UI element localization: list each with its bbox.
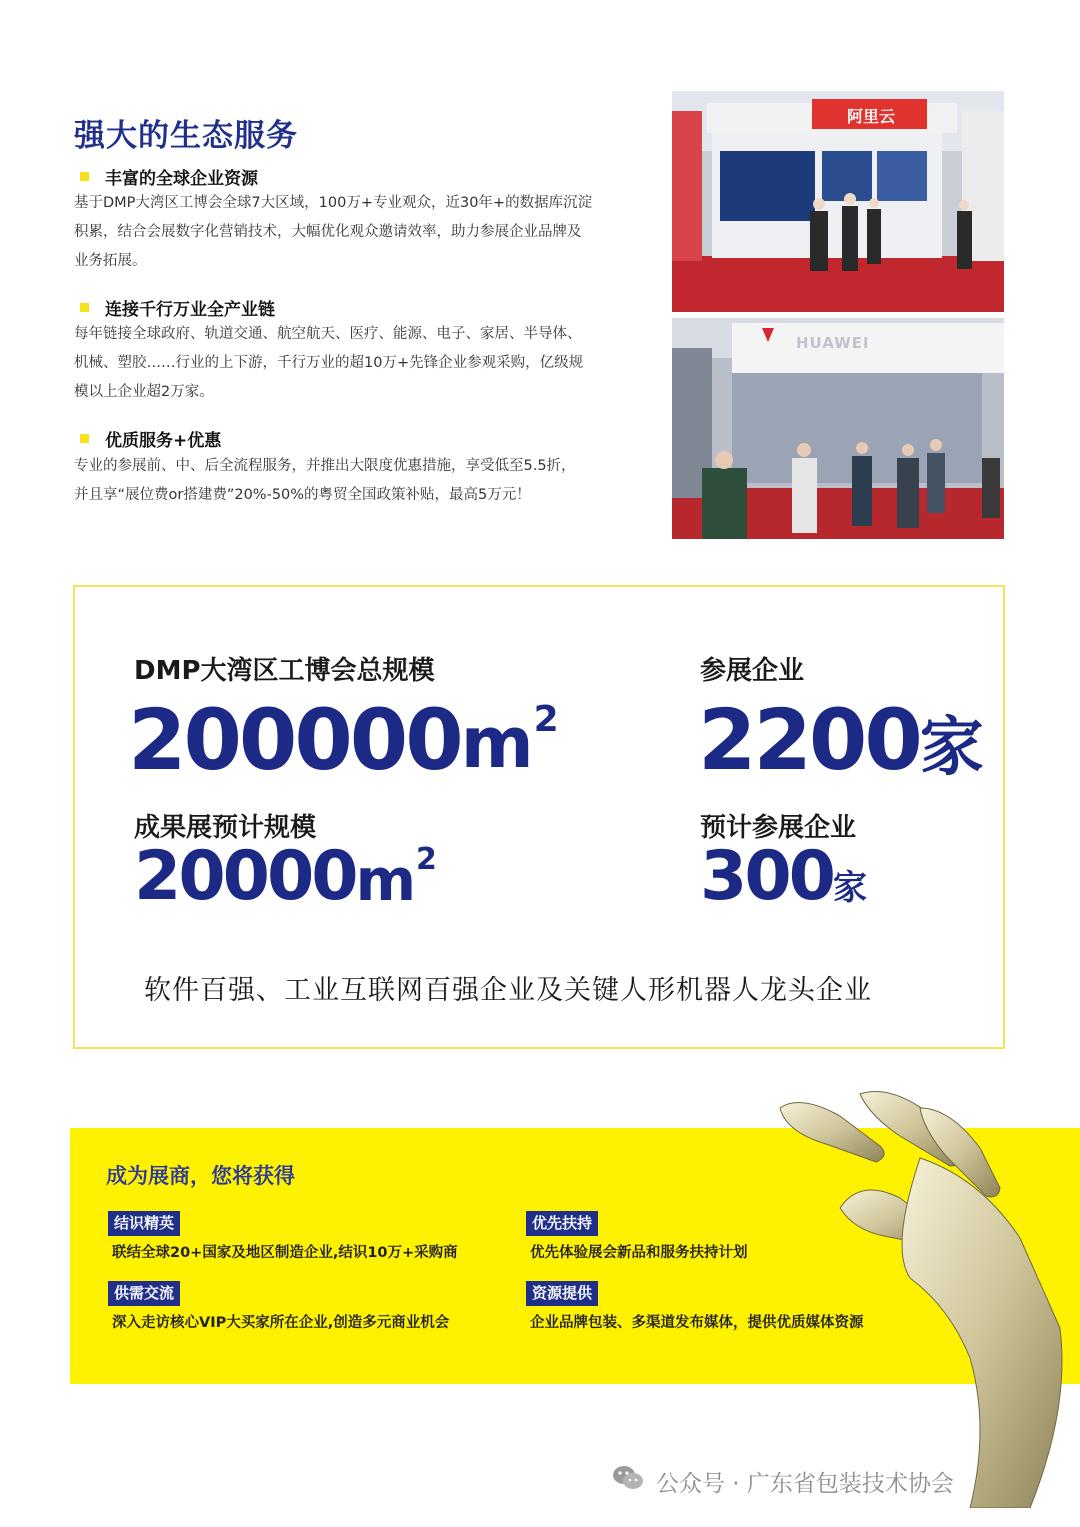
feature-heading-service [80,426,221,451]
results-scale-unit: m [355,846,417,914]
feature-line: 每年链接全球政府、轨道交通、航空航天、医疗、能源、电子、家居、半导体、 [74,326,582,342]
bullet-icon [80,303,89,312]
results-scale-number: 20000 [134,837,356,916]
benefit-tag: 资源提供 [526,1281,598,1306]
feature-line: 业务拓展。 [74,253,147,269]
results-scale-value [134,835,437,925]
feature-heading-text: 丰富的全球企业资源 [105,169,258,189]
total-scale-sup: 2 [533,699,559,740]
total-scale-value [128,690,559,796]
benefit-item-elite [108,1211,458,1262]
benefits-title: 成为展商，您将获得 [106,1164,295,1188]
feature-heading-chain [80,295,275,320]
benefit-desc: 联结全球20+国家及地区制造企业,结识10万+采购商 [112,1245,458,1261]
benefit-item-support [526,1211,748,1262]
total-scale-label: DMP大湾区工博会总规模 [134,656,435,686]
stats-footer-text: 软件百强、工业互联网百强企业及关键人形机器人龙头企业 [144,975,872,1006]
results-scale-sup: 2 [416,842,437,877]
bullet-icon [80,172,89,181]
benefit-desc: 优先体验展会新品和服务扶持计划 [530,1245,748,1261]
feature-line: 模以上企业超2万家。 [74,384,214,400]
expected-exhibitors-label: 预计参展企业 [700,813,857,843]
expected-exhibitors-unit: 家 [832,868,867,908]
booth-photo-aliyun [672,91,1004,312]
benefit-desc: 企业品牌包装、多渠道发布媒体，提供优质媒体资源 [530,1315,864,1331]
exhibitors-number: 2200 [698,691,920,789]
total-scale-unit: m [460,702,534,784]
feature-body-resources [74,189,644,276]
feature-heading-text: 优质服务+优惠 [105,431,222,451]
feature-line: 专业的参展前、中、后全流程服务，并推出大限度优惠措施，享受低至5.5折， [74,458,576,474]
huawei-logo: HUAWEI [796,334,870,352]
booth-photo-huawei [672,318,1004,539]
exhibitors-value [698,690,984,790]
section-title: 强大的生态服务 [74,118,298,154]
exhibitors-unit: 家 [919,711,984,785]
exhibitors-label: 参展企业 [700,656,805,686]
bullet-icon [80,434,89,443]
benefit-item-exchange [108,1281,449,1332]
expected-exhibitors-value [700,835,867,919]
benefit-tag: 供需交流 [108,1281,180,1306]
results-scale-label: 成果展预计规模 [134,813,317,843]
feature-body-service [74,452,644,510]
wechat-watermark [612,1464,954,1498]
feature-line: 机械、塑胶……行业的上下游，千行万业的超10万+先锋企业参观采购，亿级规 [74,355,584,371]
benefit-desc: 深入走访核心VIP大买家所在企业,创造多元商业机会 [112,1315,450,1331]
watermark-text: 公众号 · 广东省包装技术协会 [656,1470,954,1497]
feature-heading-resources [80,164,258,189]
expected-exhibitors-number: 300 [700,837,833,916]
wechat-icon [612,1464,644,1498]
feature-body-chain [74,320,644,407]
aliyun-logo: 阿里云 [847,107,896,126]
feature-line: 基于DMP大湾区工博会全球7大区域，100万+专业观众，近30年+的数据库沉淀 [74,195,593,211]
benefit-item-resources [526,1281,864,1332]
feature-heading-text: 连接千行万业全产业链 [105,300,275,320]
total-scale-number: 200000 [128,691,461,789]
benefit-tag: 优先扶持 [526,1211,598,1236]
feature-line: 并且享“展位费or搭建费”20%-50%的粤贸全国政策补贴，最高5万元！ [74,487,531,503]
benefit-tag: 结识精英 [108,1211,180,1236]
feature-line: 积累，结合会展数字化营销技术，大幅优化观众邀请效率，助力参展企业品牌及 [74,224,582,240]
